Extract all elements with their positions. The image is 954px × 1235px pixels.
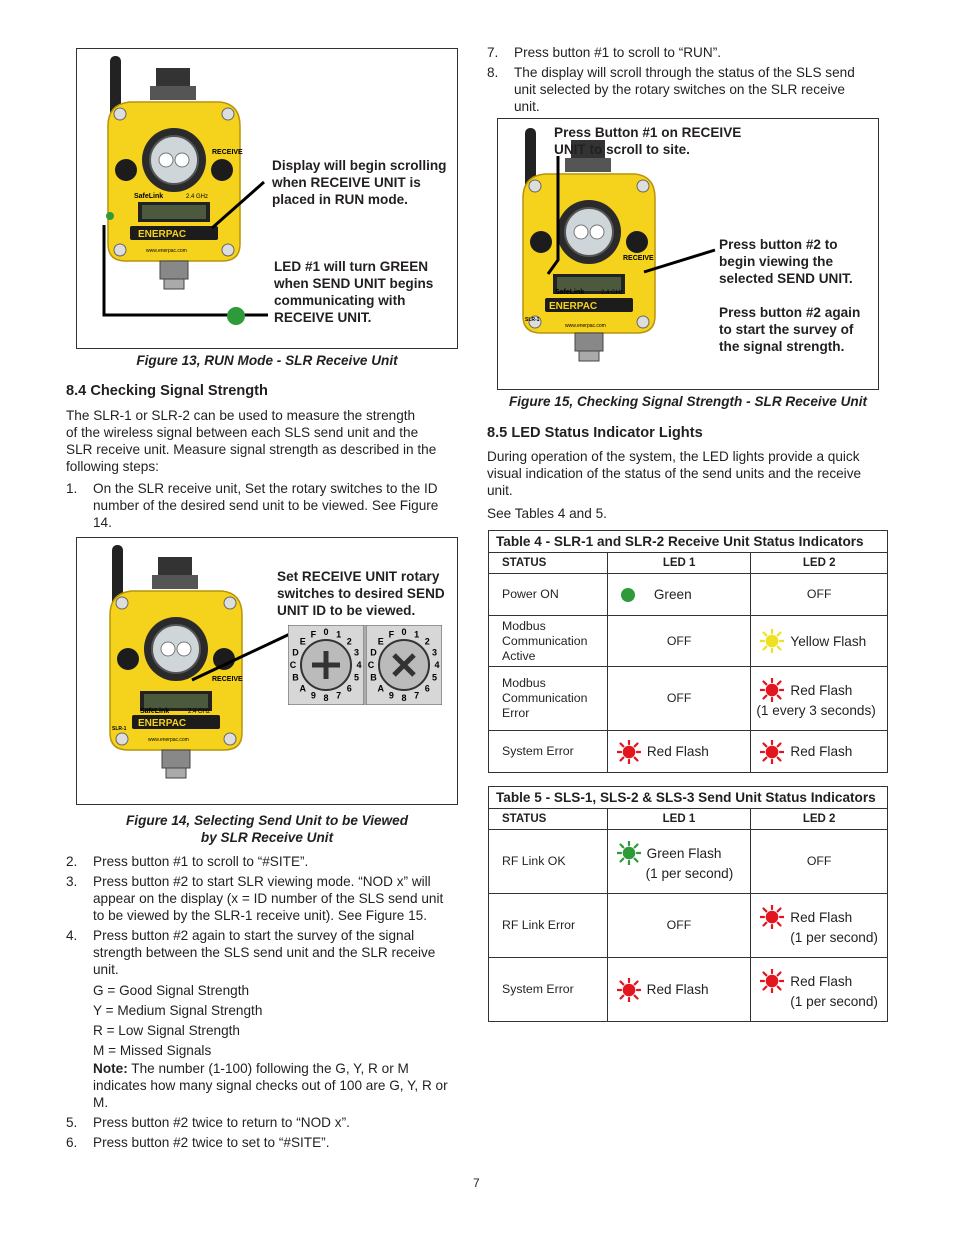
step-8-text: The display will scroll through the status of the SLS send unit selected by the rotary switches on the SLR receive unit. bbox=[514, 65, 855, 114]
step-2-number: 2. bbox=[66, 854, 78, 869]
table-row: System Error Red Flash Red Flash bbox=[489, 731, 888, 773]
dial-label: B bbox=[370, 672, 377, 683]
figure-15-caption: Figure 15, Checking Signal Strength - SLR Receive Unit bbox=[508, 394, 868, 409]
figure-13-callout-led: LED #1 will turn GREEN when SEND UNIT begins communicating with RECEIVE UNIT. bbox=[274, 259, 434, 325]
step-6-number: 6. bbox=[66, 1135, 78, 1150]
table-4-caption: Table 4 - SLR-1 and SLR-2 Receive Unit Status Indicators bbox=[489, 531, 888, 553]
svg-text:www.enerpac.com: www.enerpac.com bbox=[148, 737, 189, 743]
figure-14-caption: Figure 14, Selecting Send Unit to be Viewed by SLR Receive Unit bbox=[126, 813, 408, 845]
dial-label: 8 bbox=[401, 693, 407, 703]
figure-14-callout: Set RECEIVE UNIT rotary switches to desired SEND UNIT ID to be viewed. bbox=[277, 569, 445, 618]
device-url-label: www.enerpac.com bbox=[146, 248, 187, 254]
figure-15-callout-button2: Press button #2 to begin viewing the selected SEND UNIT. bbox=[719, 237, 853, 286]
svg-text:2.4 GHz: 2.4 GHz bbox=[601, 290, 624, 296]
step-4-number: 4. bbox=[66, 928, 78, 943]
dial-label: 1 bbox=[414, 629, 420, 640]
table-4-header-led1: LED 1 bbox=[607, 553, 751, 574]
section-8-5-intro: During operation of the system, the LED lights provide a quick visual indication of the status of the send units and the receive unit. bbox=[487, 449, 862, 498]
step-1-text: On the SLR receive unit, Set the rotary switches to the ID number of the desired send unit to be viewed. See Figure 14. bbox=[93, 481, 439, 530]
table-4-header-led2: LED 2 bbox=[751, 553, 888, 574]
section-8-5-see-tables: See Tables 4 and 5. bbox=[487, 506, 607, 521]
figure-13-caption: Figure 13, RUN Mode - SLR Receive Unit bbox=[136, 353, 398, 368]
table-row: RF Link Error OFF Red Flash (1 per second) bbox=[489, 894, 888, 958]
table-5 bbox=[488, 786, 888, 1022]
red-flash-led-icon bbox=[760, 740, 784, 764]
dial-label: 2 bbox=[424, 636, 430, 647]
table-row: Power ON Green OFF bbox=[489, 574, 888, 616]
table-5-header-led2: LED 2 bbox=[751, 809, 888, 830]
dial-label: 7 bbox=[414, 690, 420, 701]
dial-label: 6 bbox=[346, 683, 352, 694]
dial-label: 1 bbox=[336, 629, 342, 640]
svg-text:ENERPAC: ENERPAC bbox=[549, 301, 598, 312]
green-led-icon bbox=[620, 587, 636, 603]
svg-text:SafeLink: SafeLink bbox=[555, 289, 585, 296]
dial-label: 2 bbox=[346, 636, 352, 647]
red-flash-led-icon bbox=[760, 905, 784, 929]
dial-label: 9 bbox=[388, 690, 394, 701]
yellow-flash-led-icon bbox=[760, 629, 784, 653]
device-receive-label: RECEIVE bbox=[212, 149, 243, 156]
table-5-header-led1: LED 1 bbox=[607, 809, 751, 830]
dial-label: A bbox=[299, 683, 306, 694]
step-3-text: Press button #2 to start SLR viewing mode. “NOD x” will appear on the display (x = ID number of the SLS send unit to be viewed by the SLR-1 receive unit). See Figure 15. bbox=[93, 874, 444, 923]
step-8-number: 8. bbox=[487, 65, 499, 80]
red-flash-led-icon bbox=[760, 678, 784, 702]
figure-15-callout-button1: Press Button #1 on RECEIVE UNIT to scroll to site. bbox=[554, 125, 742, 157]
red-flash-led-icon bbox=[617, 740, 641, 764]
dial-label: 0 bbox=[401, 627, 407, 637]
table-4-header-status: STATUS bbox=[489, 553, 608, 574]
device-safelink-label: SafeLink bbox=[134, 193, 164, 200]
dial-label: 5 bbox=[431, 672, 438, 683]
step-7-text: Press button #1 to scroll to “RUN”. bbox=[514, 45, 721, 60]
green-flash-led-icon bbox=[617, 841, 641, 865]
step-6-text: Press button #2 twice to set to “#SITE”. bbox=[93, 1135, 330, 1150]
step-2-text: Press button #1 to scroll to “#SITE”. bbox=[93, 854, 309, 869]
svg-text:www.enerpac.com: www.enerpac.com bbox=[565, 323, 606, 329]
dial-label: 0 bbox=[323, 627, 329, 637]
step-1-number: 1. bbox=[66, 481, 78, 496]
svg-text:ENERPAC: ENERPAC bbox=[138, 718, 187, 729]
dial-label: 4 bbox=[356, 660, 362, 670]
dial-label: E bbox=[299, 636, 306, 647]
dial-label: E bbox=[377, 636, 384, 647]
dial-label: 3 bbox=[353, 647, 360, 658]
dial-label: 8 bbox=[323, 693, 329, 703]
svg-text:RECEIVE: RECEIVE bbox=[212, 676, 243, 683]
dial-label: D bbox=[370, 647, 377, 658]
dial-label: B bbox=[292, 672, 299, 683]
dial-label: F bbox=[388, 629, 395, 640]
dial-label: C bbox=[367, 660, 375, 670]
svg-text:SLR-1: SLR-1 bbox=[112, 726, 127, 732]
dial-label: D bbox=[292, 647, 299, 658]
dial-label: A bbox=[377, 683, 384, 694]
dial-label: 4 bbox=[434, 660, 440, 670]
section-8-4-intro: The SLR-1 or SLR-2 can be used to measure the strength of the wireless signal between each SLS send unit and the SLR receive unit. Measure signal strength as described in the following steps: bbox=[66, 408, 437, 474]
section-8-4-heading: 8.4 Checking Signal Strength bbox=[66, 383, 268, 399]
table-row: Modbus Communication Error OFF Red Flash (1 every 3 seconds) bbox=[489, 667, 888, 731]
dial-label: 3 bbox=[431, 647, 438, 658]
figure-13-callout-display: Display will begin scrolling when RECEIVE UNIT is placed in RUN mode. bbox=[272, 158, 447, 207]
table-5-header-status: STATUS bbox=[489, 809, 608, 830]
dial-label: 7 bbox=[336, 690, 342, 701]
section-8-5-heading: 8.5 LED Status Indicator Lights bbox=[487, 425, 703, 441]
dial-label: F bbox=[310, 629, 317, 640]
table-row: System Error Red Flash Red Flash (1 per second) bbox=[489, 958, 888, 1022]
device-freq-label: 2.4 GHz bbox=[186, 194, 209, 200]
dial-label: C bbox=[289, 660, 297, 670]
rotary-switch-closeup bbox=[288, 625, 442, 705]
red-flash-led-icon bbox=[760, 969, 784, 993]
device-brand-label: ENERPAC bbox=[138, 229, 187, 240]
dial-label: 6 bbox=[424, 683, 430, 694]
dial-label: 5 bbox=[353, 672, 360, 683]
step-7-number: 7. bbox=[487, 45, 499, 60]
step-4-text: Press button #2 again to start the survey of the signal strength between the SLS send unit and the SLR receive unit. bbox=[93, 928, 436, 977]
step-3-number: 3. bbox=[66, 874, 78, 889]
table-row: Modbus Communication Active OFF Yellow Flash bbox=[489, 616, 888, 667]
figure-15-callout-survey: Press button #2 again to start the survey of the signal strength. bbox=[719, 305, 861, 354]
signal-legend: G = Good Signal Strength Y = Medium Signal Strength R = Low Signal Strength M = Missed Signals bbox=[93, 983, 263, 1058]
svg-text:RECEIVE: RECEIVE bbox=[623, 255, 654, 262]
dial-label: 9 bbox=[310, 690, 316, 701]
page-number: 7 bbox=[473, 1176, 480, 1190]
table-5-caption: Table 5 - SLS-1, SLS-2 & SLS-3 Send Unit Status Indicators bbox=[489, 787, 888, 809]
red-flash-led-icon bbox=[617, 978, 641, 1002]
svg-text:SLR-1: SLR-1 bbox=[525, 317, 540, 323]
table-row: RF Link OK Green Flash (1 per second) OFF bbox=[489, 830, 888, 894]
svg-text:SafeLink: SafeLink bbox=[140, 708, 170, 715]
step-5-text: Press button #2 twice to return to “NOD x”. bbox=[93, 1115, 350, 1130]
signal-note: Note: The number (1-100) following the G, Y, R or M indicates how many signal checks out of 100 are G, Y, R or M. bbox=[93, 1061, 448, 1110]
step-5-number: 5. bbox=[66, 1115, 78, 1130]
table-4 bbox=[488, 530, 888, 773]
svg-text:2.4 GHz: 2.4 GHz bbox=[188, 709, 211, 715]
